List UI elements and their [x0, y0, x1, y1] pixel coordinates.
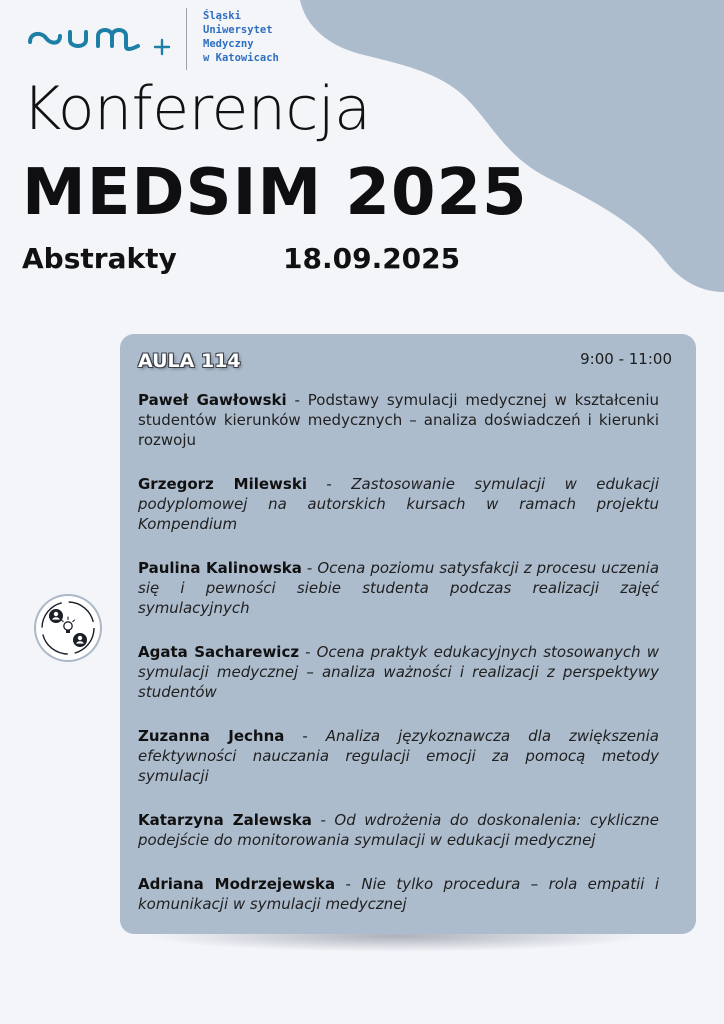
talk-title: Analiza językoznawcza dla zwiększenia efektywności nauczania regulacji emocji za pomocą metody symulacji — [138, 727, 659, 785]
talk-separator: - — [284, 727, 326, 745]
talk-item — [138, 726, 659, 786]
university-name: Śląski Uniwersytet Medyczny w Katowicach — [203, 10, 279, 64]
sum-logo-icon — [26, 18, 174, 58]
talk-title: Nie tylko procedura – rola empatii i komunikacji w symulacji medycznej — [138, 875, 660, 913]
page-title: MEDSIM 2025 — [22, 156, 528, 230]
talk-item — [138, 558, 659, 618]
talk-separator: - — [306, 475, 352, 493]
talk-separator: - — [301, 559, 318, 577]
session-card — [120, 334, 696, 934]
talk-item — [138, 642, 659, 702]
talk-separator: - — [311, 811, 335, 829]
talk-item — [138, 874, 659, 914]
talk-author: Zuzanna Jechna — [138, 727, 285, 745]
talk-author: Paweł Gawłowski — [138, 391, 287, 409]
session-time: 9:00 - 11:00 — [580, 350, 672, 368]
talk-title: Od wdrożenia do doskonalenia: cykliczne podejście do monitorowania symulacji w edukacji medycznej — [138, 811, 659, 849]
talk-separator: - — [335, 875, 362, 893]
event-date: 18.09.2025 — [283, 242, 461, 275]
logo-divider — [186, 8, 187, 70]
header-kicker: Konferencja — [22, 74, 371, 144]
talk-author: Paulina Kalinowska — [138, 559, 302, 577]
talk-author: Grzegorz Milewski — [138, 475, 307, 493]
talk-title: Zastosowanie symulacji w edukacji podyplomowej na autorskich kursach w ramach projektu Kompendium — [138, 475, 660, 533]
room-label: AULA 114 — [138, 350, 241, 372]
talk-list — [138, 390, 659, 938]
talk-author: Agata Sacharewicz — [138, 643, 300, 661]
people-ideas-icon — [36, 596, 100, 660]
talk-title: Ocena praktyk edukacyjnych stosowanych w symulacji medycznej – analiza ważności i realizacji z perspektywy studentów — [138, 643, 659, 701]
talk-author: Adriana Modrzejewska — [138, 875, 336, 893]
talk-item — [138, 390, 659, 450]
talk-title: Podstawy symulacji medycznej w kształceniu studentów kierunków medycznych – analiza doświadczeń i kierunki rozwoju — [138, 391, 659, 449]
talk-item — [138, 810, 659, 850]
talk-author: Katarzyna Zalewska — [138, 811, 312, 829]
page-subtitle: Abstrakty — [22, 242, 177, 275]
talk-separator: - — [286, 391, 308, 409]
talk-item — [138, 474, 659, 534]
talk-separator: - — [299, 643, 317, 661]
talk-title: Ocena poziomu satysfakcji z procesu uczenia się i pewności siebie studenta podczas realizacji zajęć symulacyjnych — [138, 559, 660, 617]
